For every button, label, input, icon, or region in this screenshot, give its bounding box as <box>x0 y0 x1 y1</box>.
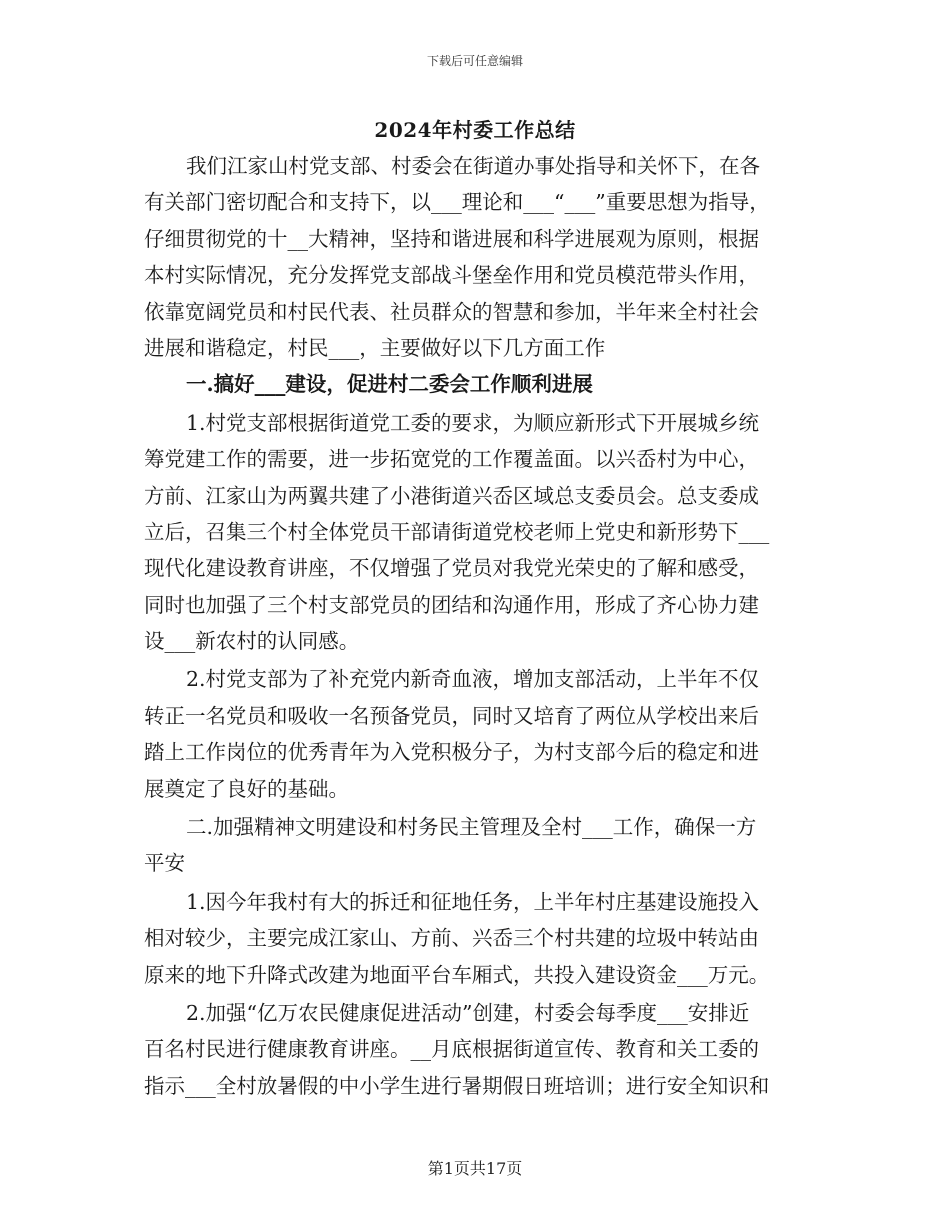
page-header: 下载后可任意编辑 <box>426 54 523 68</box>
paragraph-2-2 <box>144 995 816 1104</box>
text-line: 我们江家山村党支部、村委会在街道办事处指导和关怀下，在各 <box>186 154 760 178</box>
text-line: 2.村党支部为了补充党内新奇血液，增加支部活动，上半年不仅 <box>186 667 760 692</box>
section-heading-text: 一.搞好___建设，促进村二委会工作顺利进展 <box>186 372 593 397</box>
intro-paragraph <box>144 148 816 366</box>
text-line: 立后，召集三个村全体党员干部请街道党校老师上党史和新形势下___ <box>144 519 770 544</box>
text-line: 平安 <box>144 851 185 876</box>
document-title: 2024年村委工作总结 <box>374 118 576 142</box>
text-line: 原来的地下升降式改建为地面平台车厢式，共投入建设资金___万元。 <box>144 962 770 987</box>
text-line: 现代化建设教育讲座，不仅增强了党员对我党光荣史的了解和感受， <box>144 556 759 581</box>
text-line: 依靠宽阔党员和村民代表、社员群众的智慧和参加，半年来全村社会 <box>144 299 759 324</box>
text-line: 进展和谐稳定，村民___，主要做好以下几方面工作 <box>144 335 606 360</box>
paragraph-1-1 <box>144 405 816 660</box>
text-line: 指示___全村放暑假的中小学生进行暑期假日班培训；进行安全知识和 <box>144 1073 770 1098</box>
text-line: 2.加强“亿万农民健康促进活动”创建，村委会每季度___安排近 <box>186 1000 750 1025</box>
text-line: 踏上工作岗位的优秀青年为入党积极分子，为村支部今后的稳定和进 <box>144 740 759 765</box>
section-heading-text: 二.加强精神文明建设和村务民主管理及全村___工作，确保一方 <box>186 815 757 840</box>
section-heading-1 <box>144 366 816 402</box>
document-body <box>144 148 816 1104</box>
text-line: 设___新农村的认同感。 <box>144 629 360 654</box>
section-heading-2 <box>144 809 816 882</box>
text-line: 同时也加强了三个村支部党员的团结和沟通作用，形成了齐心协力建 <box>144 592 759 617</box>
text-line: 有关部门密切配合和支持下，以___理论和___“___”重要思想为指导， <box>144 190 770 215</box>
paragraph-1-2 <box>144 661 816 807</box>
text-line: 百名村民进行健康教育讲座。__月底根据街道宣传、教育和关工委的 <box>144 1037 759 1062</box>
text-line: 相对较少，主要完成江家山、方前、兴岙三个村共建的垃圾中转站由 <box>144 926 759 951</box>
text-line: 筹党建工作的需要，进一步拓宽党的工作覆盖面。以兴岙村为中心， <box>144 447 759 472</box>
page-footer: 第1页共17页 <box>427 1159 523 1178</box>
paragraph-2-1 <box>144 884 816 993</box>
text-line: 仔细贯彻党的十__大精神，坚持和谐进展和科学进展观为原则，根据 <box>144 226 759 251</box>
text-line: 方前、江家山为两翼共建了小港街道兴岙区域总支委员会。总支委成 <box>144 483 759 508</box>
text-line: 1.因今年我村有大的拆迁和征地任务，上半年村庄基建设施投入 <box>186 889 760 914</box>
text-line: 展奠定了良好的基础。 <box>144 776 349 801</box>
text-line: 本村实际情况，充分发挥党支部战斗堡垒作用和党员模范带头作用， <box>144 263 759 288</box>
text-line: 转正一名党员和吸收一名预备党员，同时又培育了两位从学校出来后 <box>144 703 759 728</box>
text-line: 1.村党支部根据街道党工委的要求，为顺应新形式下开展城乡统 <box>186 410 760 435</box>
